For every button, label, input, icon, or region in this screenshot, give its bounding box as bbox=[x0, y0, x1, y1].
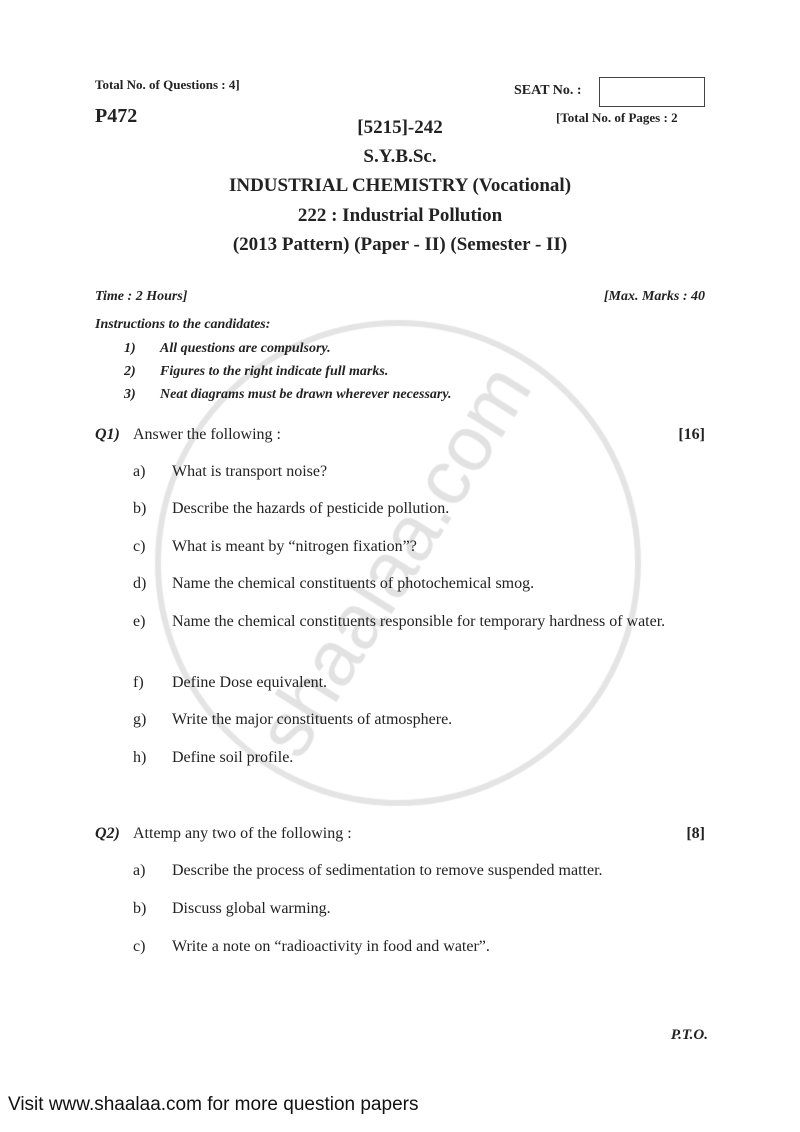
part-text: Discuss global warming. bbox=[172, 900, 331, 917]
seat-number-box bbox=[599, 77, 705, 107]
part-label: c) bbox=[133, 938, 146, 955]
seat-label: SEAT No. : bbox=[514, 83, 582, 98]
time: Time : 2 Hours] bbox=[95, 289, 188, 304]
part-text: What is meant by “nitrogen fixation”? bbox=[172, 538, 417, 555]
part-text: Write a note on “radioactivity in food and water”. bbox=[172, 938, 490, 955]
part-label: g) bbox=[133, 711, 147, 728]
question-marks: [8] bbox=[686, 825, 705, 842]
part-text: Define Dose equivalent. bbox=[172, 674, 328, 691]
question-marks: [16] bbox=[678, 426, 705, 443]
instruction-text: All questions are compulsory. bbox=[160, 341, 331, 356]
pattern: (2013 Pattern) (Paper - II) (Semester - II) bbox=[232, 234, 568, 255]
part-label: a) bbox=[133, 463, 146, 480]
max-marks: [Max. Marks : 40 bbox=[603, 289, 705, 304]
pto: P.T.O. bbox=[670, 1027, 708, 1043]
question-number: Q2) bbox=[95, 825, 120, 842]
part-label: b) bbox=[133, 900, 147, 917]
exam-code: [5215]-242 bbox=[357, 117, 443, 138]
part-label: b) bbox=[133, 500, 147, 517]
question-title: Answer the following : bbox=[133, 426, 281, 443]
instructions-title: Instructions to the candidates: bbox=[95, 317, 271, 332]
instruction-number: 1) bbox=[124, 341, 136, 356]
part-text: Define soil profile. bbox=[172, 749, 294, 766]
total-pages: [Total No. of Pages : 2 bbox=[556, 110, 678, 125]
instruction-number: 3) bbox=[124, 387, 136, 402]
part-text: What is transport noise? bbox=[172, 463, 328, 480]
question-title: Attemp any two of the following : bbox=[133, 825, 352, 842]
question-number: Q1) bbox=[95, 426, 120, 443]
instruction-number: 2) bbox=[124, 364, 136, 379]
part-text: Describe the process of sedimentation to remove suspended matter. bbox=[172, 862, 603, 879]
total-questions: Total No. of Questions : 4] bbox=[95, 77, 240, 92]
paper-title: 222 : Industrial Pollution bbox=[297, 205, 503, 226]
subject: INDUSTRIAL CHEMISTRY (Vocational) bbox=[228, 175, 572, 196]
part-text: Name the chemical constituents responsible for temporary hardness of water. bbox=[172, 613, 666, 630]
instruction-text: Figures to the right indicate full marks. bbox=[160, 364, 389, 379]
part-text: Name the chemical constituents of photochemical smog. bbox=[172, 575, 535, 592]
course: S.Y.B.Sc. bbox=[363, 146, 437, 167]
part-text: Write the major constituents of atmosphere. bbox=[172, 711, 453, 728]
footer-link[interactable]: Visit www.shaalaa.com for more question papers bbox=[8, 1094, 419, 1115]
instruction-text: Neat diagrams must be drawn wherever necessary. bbox=[160, 387, 452, 402]
part-text: Describe the hazards of pesticide pollution. bbox=[172, 500, 450, 517]
part-label: d) bbox=[133, 575, 147, 592]
part-label: a) bbox=[133, 862, 146, 879]
paper-code: P472 bbox=[95, 105, 138, 127]
part-label: c) bbox=[133, 538, 146, 555]
part-label: h) bbox=[133, 749, 147, 766]
part-label: f) bbox=[133, 674, 144, 691]
part-label: e) bbox=[133, 613, 146, 630]
